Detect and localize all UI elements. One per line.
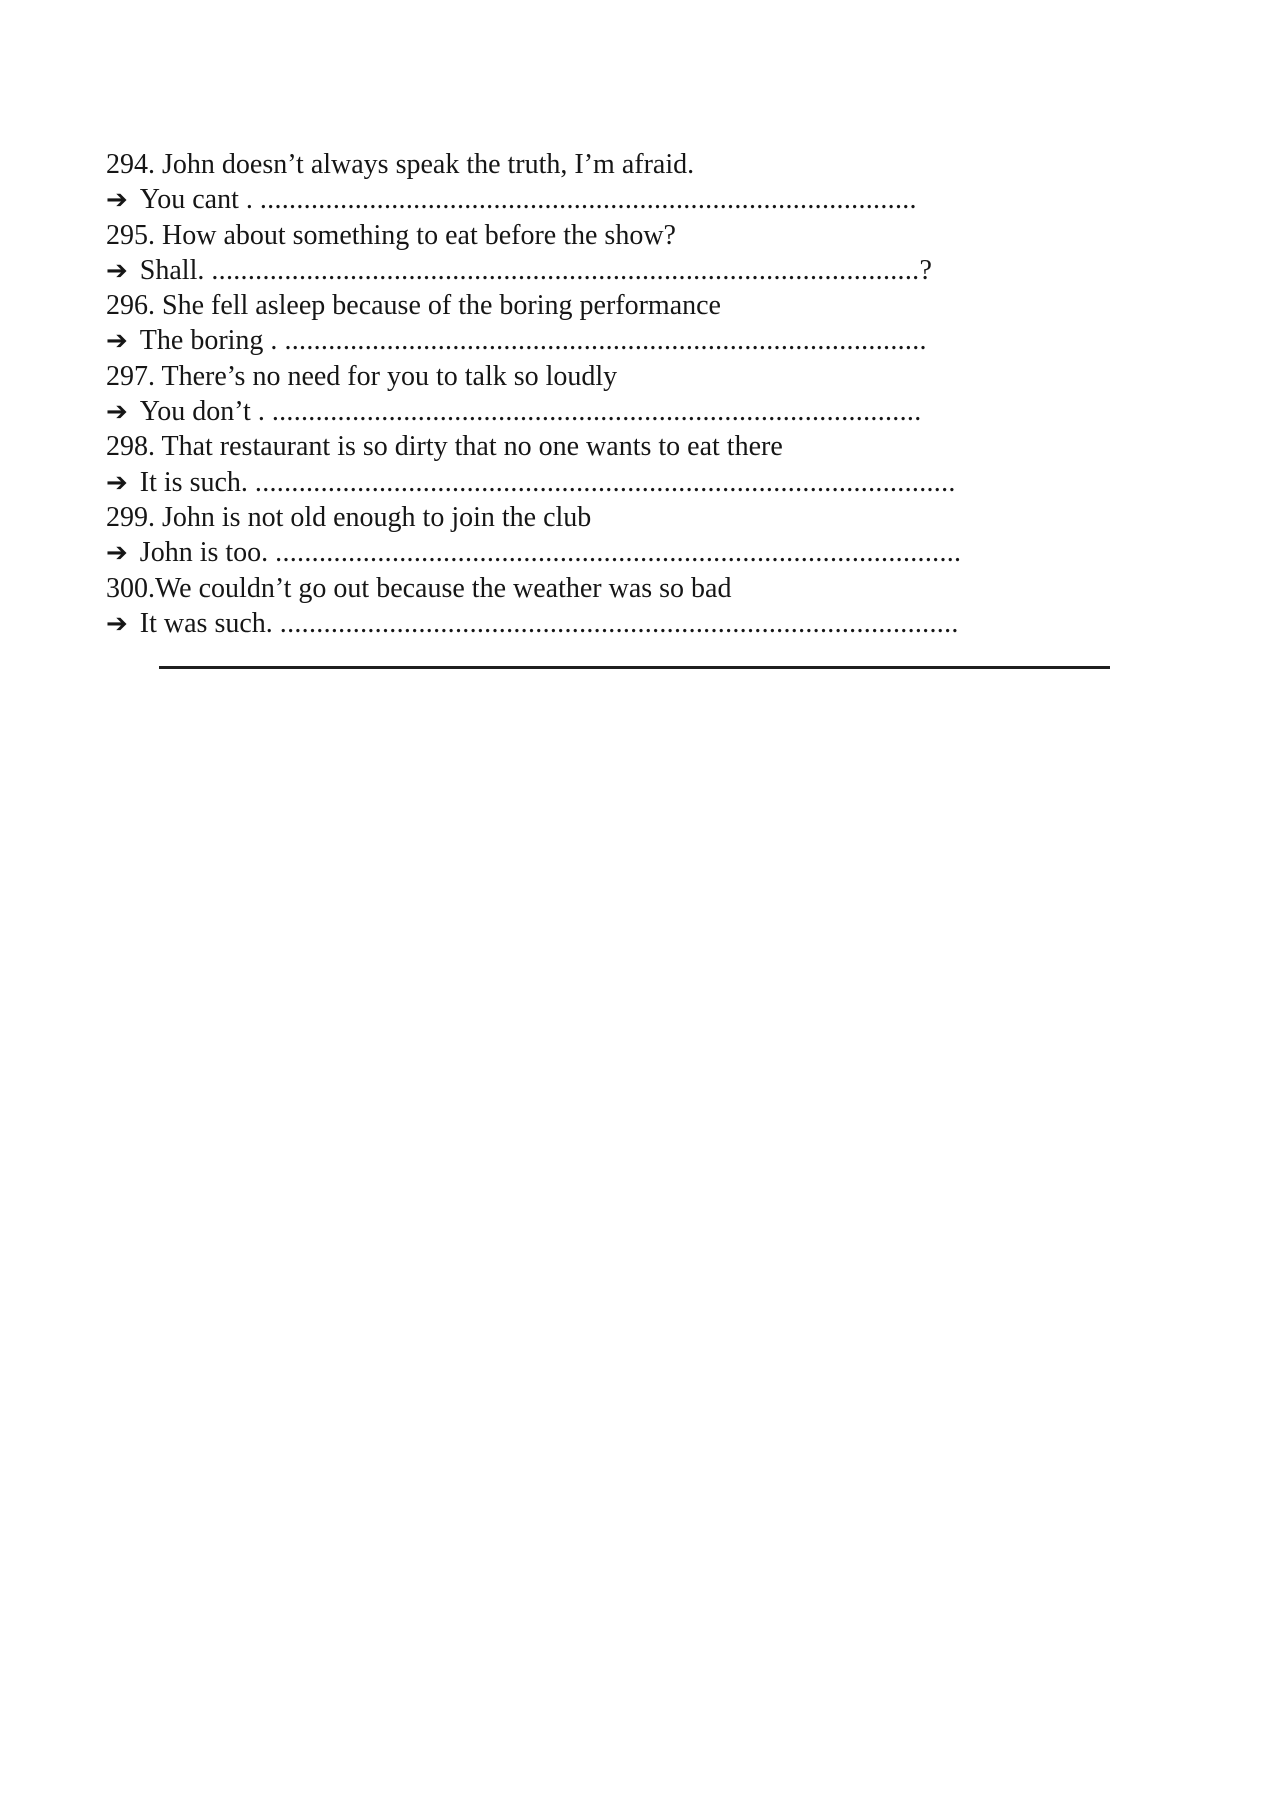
exercise-answer-line xyxy=(106,606,1206,641)
exercise-prompt: 295. How about something to eat before the show? xyxy=(106,219,676,251)
exercise-list xyxy=(106,147,1206,641)
exercise-answer-line xyxy=(106,465,1206,500)
arrow-icon: ➔ xyxy=(106,397,128,428)
exercise-prompt: 299. John is not old enough to join the club xyxy=(106,501,592,533)
answer-tail-text: ? xyxy=(919,254,932,286)
answer-prefix-text: It is such. xyxy=(139,466,255,498)
dotted-answer-blank: ......................................................................................... xyxy=(271,396,922,428)
dotted-answer-blank: ................................................................................................ xyxy=(254,466,956,498)
exercise-prompt: 298. That restaurant is so dirty that no one wants to eat there xyxy=(106,431,783,463)
dotted-answer-blank: ................................................................................................. xyxy=(211,254,920,286)
exercise-prompt: 296. She fell asleep because of the boring performance xyxy=(106,290,721,322)
exercise-answer-line xyxy=(106,323,1206,358)
exercise-300 xyxy=(106,571,1206,642)
exercise-answer-line xyxy=(106,182,1206,217)
exercise-295 xyxy=(106,218,1206,289)
exercise-297 xyxy=(106,359,1206,430)
exercise-answer-line xyxy=(106,394,1206,429)
exercise-298 xyxy=(106,429,1206,500)
dotted-answer-blank: ............................................................................................. xyxy=(279,607,959,639)
exercise-296 xyxy=(106,288,1206,359)
arrow-icon: ➔ xyxy=(106,538,128,569)
answer-prefix-text: You cant . xyxy=(139,184,260,216)
dotted-answer-blank: ........................................................................................ xyxy=(284,325,927,357)
exercise-294 xyxy=(106,147,1206,218)
arrow-icon: ➔ xyxy=(106,185,128,216)
answer-prefix-text: John is too. xyxy=(139,537,276,569)
answer-prefix-text: It was such. xyxy=(139,607,280,639)
exercise-prompt: 300.We couldn’t go out because the weather was so bad xyxy=(106,572,732,604)
answer-prefix-text: The boring . xyxy=(139,325,285,357)
exercise-prompt: 294. John doesn’t always speak the truth, I’m afraid. xyxy=(106,149,695,180)
dotted-answer-blank: .......................................................................................... xyxy=(259,184,917,216)
horizontal-divider-rule xyxy=(159,666,1110,669)
dotted-answer-blank: .............................................................................................. xyxy=(275,537,962,569)
arrow-icon: ➔ xyxy=(106,608,128,639)
exercise-answer-line xyxy=(106,535,1206,570)
arrow-icon: ➔ xyxy=(106,326,128,357)
exercise-answer-line xyxy=(106,253,1206,288)
answer-prefix-text: You don’t . xyxy=(139,396,272,428)
answer-prefix-text: Shall. xyxy=(139,254,212,286)
arrow-icon: ➔ xyxy=(106,467,128,498)
exercise-prompt: 297. There’s no need for you to talk so loudly xyxy=(106,360,618,392)
arrow-icon: ➔ xyxy=(106,255,128,286)
exercise-299 xyxy=(106,500,1206,571)
